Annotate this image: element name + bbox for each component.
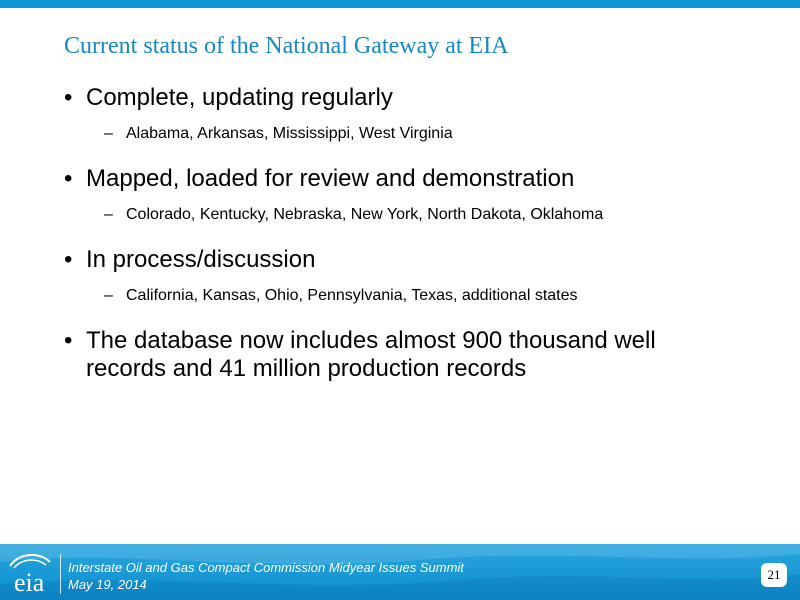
footer-divider [60, 554, 61, 594]
sub-bullet-dash: – [104, 125, 113, 142]
sub-bullet-text: California, Kansas, Ohio, Pennsylvania, Texas, additional states [126, 287, 578, 304]
eia-logo [6, 550, 54, 596]
eia-logo-icon [6, 550, 54, 570]
bullet-dot: • [64, 84, 73, 111]
sub-bullet-item [64, 286, 754, 306]
slide-content [64, 84, 754, 404]
bullet-text: Mapped, loaded for review and demonstration [86, 165, 575, 192]
sub-bullet-item [64, 205, 754, 225]
bullet-item [64, 246, 754, 274]
eia-logo-text: eia [14, 568, 45, 597]
bullet-item [64, 327, 686, 383]
top-accent-bar [0, 0, 800, 8]
slide-title: Current status of the National Gateway at EIA [64, 33, 509, 59]
bullet-text: The database now includes almost 900 thousand well records and 41 million production records [86, 327, 656, 382]
footer-date: May 19, 2014 [68, 577, 147, 592]
bullet-dot: • [64, 327, 73, 354]
sub-bullet-item [64, 124, 754, 144]
page-number-badge: 21 [761, 563, 787, 587]
bullet-dot: • [64, 165, 73, 192]
sub-bullet-text: Colorado, Kentucky, Nebraska, New York, North Dakota, Oklahoma [126, 206, 604, 223]
bullet-group-complete [64, 84, 754, 144]
bullet-dot: • [64, 246, 73, 273]
bullet-item [64, 84, 754, 112]
slide-footer [0, 544, 800, 600]
bullet-group-in-process [64, 246, 754, 306]
bullet-text: Complete, updating regularly [86, 84, 393, 111]
bullet-group-mapped [64, 165, 754, 225]
bullet-text: In process/discussion [86, 246, 316, 273]
bullet-group-database [64, 327, 754, 383]
bullet-item [64, 165, 754, 193]
sub-bullet-text: Alabama, Arkansas, Mississippi, West Virginia [126, 125, 453, 142]
sub-bullet-dash: – [104, 287, 113, 304]
footer-event-name: Interstate Oil and Gas Compact Commission Midyear Issues Summit [68, 560, 464, 575]
sub-bullet-dash: – [104, 206, 113, 223]
